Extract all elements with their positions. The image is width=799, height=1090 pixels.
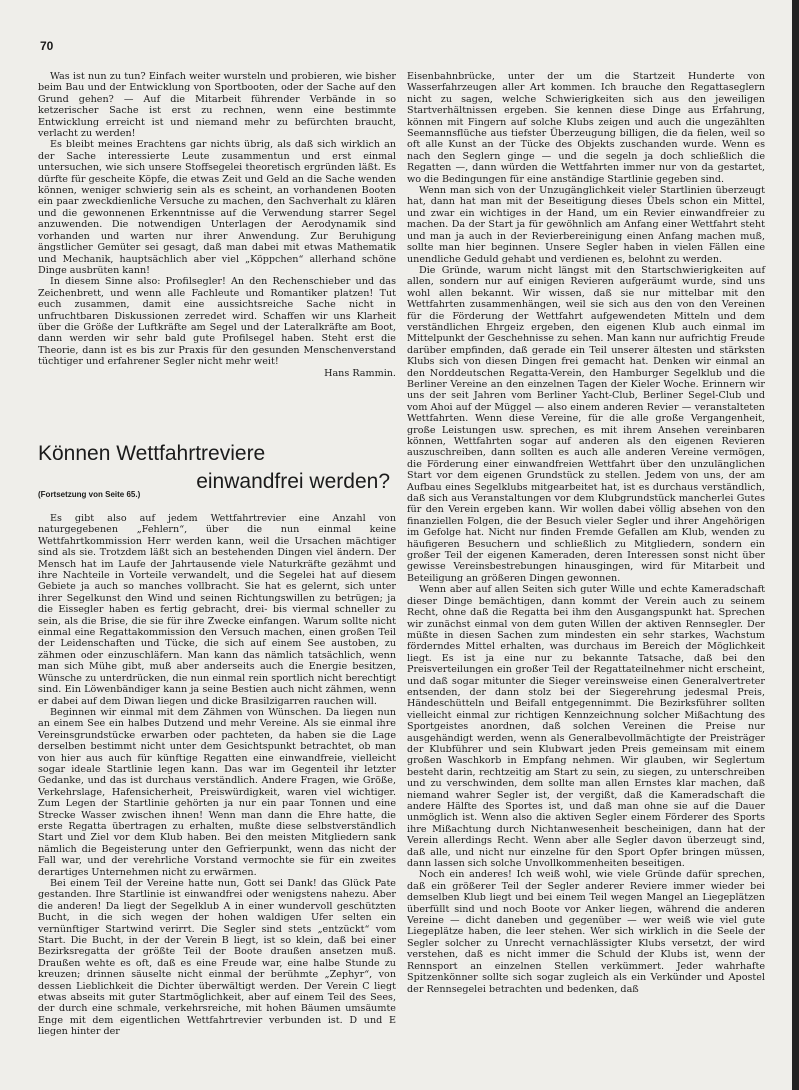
page-edge-shadow bbox=[792, 0, 799, 1090]
paragraph: Wenn aber auf allen Seiten sich guter Wille und echte Kameradschaft dieser Dinge bemächtigen, dann kommt der Verein auch zu seinem Recht, ohne daß die Regatta bei ihm den Ausgangspunkt hat. Sprechen wir zunächst einmal von dem guten Willen der aktiven Rennsegler. Der müßte in diesen Sachen zum mindesten ein sehr starkes, Wachstum förderndes Mittel erhalten, was durchaus im Bereich der Möglichkeit liegt. Es ist ja eine nur zu bekannte Tatsache, daß bei den Preisverteilungen ein großer Teil der Regattateilnehmer nicht erscheint, und daß sogar mitunter die Sieger vereinsweise einen Generalvertreter entsenden, der dann stolz bei der Siegerehrung jedesmal Preis, Händeschütteln und Beifall entgegennimmt. Die Bezirksführer sollten vielleicht einmal zur richtigen Kennzeichnung solcher Mißachtung des Sportgeistes anordnen, daß solchen Vereinen die Preise nur ausgehändigt werden, wenn als Generalbevollmächtigte der Preisträger der Klubführer und sein Klubwart jeden Preis gemeinsam mit einem großen Waschkorb in Empfang nehmen. Wir glauben, wir Seglertum besteht darin, rechtzeitig am Start zu sein, zu siegen, zu unterschreiben und zu verschwinden, dem sollte man allen Ernstes klar machen, daß niemand wahrer Segler ist, der vergißt, daß die Kameradschaft die andere Hälfte des Sportes ist, und daß man ohne sie auf die Dauer unmöglich ist. Wenn also die aktiven Segler einem Förderer des Sports ihre Mißachtung durch Nichtanwesenheit bescheinigen, dann hat der Verein allerdings Recht. Wenn aber alle Segler davon überzeugt sind, daß alle, und nicht nur einzelne für den Sport Opfer bringen müssen, dann lassen sich solche Unvollkommenheiten beseitigen. bbox=[407, 584, 765, 870]
paragraph: Noch ein anderes! Ich weiß wohl, wie viele Gründe dafür sprechen, daß ein größerer Teil der Segler anderer Reviere immer wieder bei demselben Klub liegt und bei einem Teil wegen Mangel an Liegeplätzen überfüllt sind und noch Boote vor Anker liegen, während die anderen Vereine — dicht daneben und gegenüber — wer weiß wie viel gute Liegeplätze haben, die leer stehen. Wer sich wirklich in die Seele der Segler solcher zu Unrecht vernachlässigter Klubs versetzt, der wird verstehen, daß es nicht immer die Schuld der Klubs ist, wenn der Rennsport an einzelnen Stellen verkümmert. Jeder wahrhafte Spitzenkönner sollte sich sogar zugleich als ein Verkünder und Apostel der Rennsegelei betrachten und bedenken, daß bbox=[407, 869, 765, 995]
paragraph: Es gibt also auf jedem Wettfahrtrevier eine Anzahl von naturgegebenen „Fehlern“, über die nun einmal keine Wettfahrtkommission Herr werden kann, weil die Ursachen mächtiger sind als sie. Trotzdem läßt sich an bestehenden Dingen viel ändern. Der Mensch hat im Laufe der Jahrtausende viele Naturkräfte gezähmt und ihre Nachteile in Vorteile verwandelt, und die Segelei hat auf diesem Gebiete ja auch so manches vollbracht. Sie hat es gelernt, sich unter ihrer Segelkunst den Wind und seinen Richtungswillen zu betrügen; ja die Eissegler haben es fertig gebracht, drei- bis viermal schneller zu sein, als die Brise, die sie für ihre Zwecke einfangen. Warum sollte nicht einmal eine Regattakommission den Versuch machen, einen großen Teil der Leidenschaften und Tücke, die sich auf einem See austoben, zu zähmen oder einzuschläfern. Man kann das nämlich tatsächlich, wenn man sich Mühe gibt, muß aber anderseits auch die Energie besitzen, Wünsche zu unterdrücken, die nun einmal rein sportlich nicht berechtigt sind. Ein Löwenbändiger kann ja seine Bestien auch nicht zähmen, wenn er dabei auf dem Diwan liegen und dicke Brasilzigarren rauchen will. bbox=[38, 513, 396, 707]
paragraph: Bei einem Teil der Vereine hatte nun, Gott sei Dank! das Glück Pate gestanden. Ihre Startlinie ist einwandfrei oder wenigstens nahezu. Aber die anderen! Da liegt der Segelklub A in einer wundervoll geschützten Bucht, in die sich wegen der hohen waldigen Ufer selten ein vernünftiger Startwind verirrt. Die Segler sind stets „entzückt“ vom Start. Die Bucht, in der der Verein B liegt, ist so klein, daß bei einer Bezirksregatta der größte Teil der Boote draußen ansetzen muß. Draußen wehte es oft, daß es eine Freude war, eine halbe Stunde zu kreuzen; drinnen säuselte nicht einmal der berühmte „Zephyr“, von dessen Lieblichkeit die Dichter überwältigt werden. Der Verein C liegt etwas abseits mit guter Startmöglichkeit, aber auf einem Teil des Sees, der durch eine schmale, verkehrsreiche, mit hohen Bäumen umsäumte Enge mit dem eigentlichen Wettfahrtrevier verbunden ist. D und E liegen hinter der bbox=[38, 878, 396, 1038]
paragraph: Eisenbahnbrücke, unter der um die Startzeit Hunderte von Wasserfahrzeugen aller Art kommen. Ich brauche den Regattaseglern nicht zu sagen, welche Schwierigkeiten sich aus den jeweiligen Startverhältnissen ergeben. Sie kennen diese Dinge aus Erfahrung, können mit Fingern auf solche Klubs zeigen und auch die ungezählten Seemannsflüche aus tiefster Überzeugung billigen, die da fielen, weil so oft alle Kunst an der Tücke des Objekts zuschanden wurde. Wenn es nach den Seglern ginge — und die segeln ja doch schließlich die Regatten —, dann würden die Wettfahrten immer nur von da gestartet, wo die Bedingungen für eine anständige Startlinie gegeben sind. bbox=[407, 71, 765, 185]
previous-article-column bbox=[38, 71, 396, 379]
paragraph: Was ist nun zu tun? Einfach weiter wursteln und probieren, wie bisher beim Bau und der Entwicklung von Sportbooten, oder der Sache auf den Grund gehen? — Auf die Mitarbeit führender Verbände in so ketzerischer Sache ist erst zu rechnen, wenn eine bestimmte Entwicklung erreicht ist und niemand mehr zu befürchten braucht, verlacht zu werden! bbox=[38, 71, 396, 140]
paragraph: Wenn man sich von der Unzugänglichkeit vieler Startlinien überzeugt hat, dann hat man mit der Beseitigung dieses Übels schon ein Mittel, und zwar ein wichtiges in der Hand, um ein Revier einwandfreier zu machen. Da der Start ja für gewöhnlich am Anfang einer Wettfahrt steht und man ja auch in der Revierbereinigung einen Anfang machen muß, sollte man hier beginnen. Unsere Segler haben in vielen Fällen eine unendliche Geduld gehabt und verdienen es, belohnt zu werden. bbox=[407, 185, 765, 265]
article-right-column bbox=[407, 71, 765, 995]
paragraph: Die Gründe, warum nicht längst mit den Startschwierigkeiten auf allen, sondern nur auf einigen Revieren aufgeräumt wurde, sind uns wohl allen bekannt. Wir wissen, daß sie nur mittelbar mit den Wettfahrten zusammenhängen, weil sie sich aus den von den Vereinen für die Förderung der Wettfahrt aufgewendeten Mitteln und dem verständlichen Ehrgeiz ergeben, den eigenen Klub auch einmal im Mittelpunkt der Geschehnisse zu sehen. Man kann nur aufrichtig Freude darüber empfinden, daß gerade ein Teil unserer ältesten und stärksten Klubs sich von diesen Dingen frei gemacht hat. Denken wir einmal an den Norddeutschen Regatta-Verein, den Hamburger Segelklub und die Berliner Vereine an den einzelnen Tagen der Kieler Woche. Erinnern wir uns der seit Jahren vom Berliner Yacht-Club, Berliner Segel-Club und vom Ahoi auf der Müggel — also einem anderen Revier — veranstalteten Wettfahrten. Wenn diese Vereine, für die alle große Vergangenheit, große Leistungen usw. sprechen, es mit ihrem Ansehen vereinbaren können, Wettfahrten sogar auf anderen als den eigenen Revieren auszuschreiben, dann sollten es auch alle anderen Vereine vermögen, die Förderung einer einwandfreien Wettfahrt über den unzulänglichen Start vor dem eigenen Grundstück zu stellen. Jedem von uns, der am Aufbau eines Segelklubs mitgearbeitet hat, ist es durchaus verständlich, daß sich aus Veranstaltungen vor dem Klubgrundstück mancherlei Gutes für den Verein ergeben kann. Wir wollen dabei völlig absehen von den finanziellen Folgen, die der Besuch vieler Segler und ihrer Angehörigen im Gefolge hat. Nicht nur finden Fremde Gefallen am Klub, wenden zu häufigeren Besuchern und schließlich zu Mitgliedern, sondern ein großer Teil der eigenen Kameraden, deren Interessen sonst nicht über gewisse Vereinsbestrebungen hinausgingen, wird für Mitarbeit und Beteiligung an größeren Dingen gewonnen. bbox=[407, 264, 765, 584]
article-title-line-1: Können Wettfahrtreviere bbox=[38, 442, 266, 465]
author-signature: Hans Rammin. bbox=[324, 367, 396, 379]
page-number: 70 bbox=[40, 39, 54, 53]
article-title-line-2: einwandfrei werden? bbox=[196, 470, 390, 493]
article-left-column bbox=[38, 513, 396, 1038]
paragraph: Es bleibt meines Erachtens gar nichts übrig, als daß sich wirklich an der Sache interessierte Leute zusammentun und erst einmal untersuchen, wie sich unsere Stoffsegelei theoretisch ergründen läßt. Es dürfte für gescheite Köpfe, die etwas Zeit und Geld an die Sache wenden können, weniger schwierig sein als es scheint, an vorhandenen Booten ein paar zweckdienliche Versuche zu machen, den Sachverhalt zu klären und die gewonnenen Erkenntnisse auf die Verwendung starrer Segel anzuwenden. Die notwendigen Unterlagen der Aerodynamik sind vorhanden und warten nur ihrer Anwendung. Zur Beruhigung ängstlicher Gemüter sei gesagt, daß man dabei mit etwas Mathematik und Mechanik, hauptsächlich aber viel „Köppchen“ allerhand schöne Dinge ausbrüten kann! bbox=[38, 139, 396, 276]
continuation-note: (Fortsetzung von Seite 65.) bbox=[38, 490, 141, 499]
paragraph: In diesem Sinne also: Profilsegler! An den Rechenschieber und das Zeichenbrett, und wenn alle Fachleute und Romantiker platzen! Tut euch zusammen, damit eine aussichtsreiche Sache nicht in unfruchtbaren Diskussionen zerredet wird. Schaffen wir uns Klarheit über die Größe der Luftkräfte am Segel und der Lateralkräfte am Boot, dann werden wir sehr bald gute Profilsegel haben. Steht erst die Theorie, dann ist es bis zur Praxis für den gesunden Menschenverstand tüchtiger und erfahrener Segler nicht mehr weit! bbox=[38, 276, 396, 368]
article-title bbox=[38, 440, 396, 496]
paragraph: Beginnen wir einmal mit dem Zähmen von Wünschen. Da liegen nun an einem See ein halbes Dutzend und mehr Vereine. Als sie einmal ihre Vereinsgrundstücke erwarben oder pachteten, da haben sie die Lage derselben bestimmt nicht unter dem Gesichtspunkt betrachtet, ob man von hier aus auch für künftige Regatten eine einwandfreie, vielleicht sogar ideale Startlinie legen kann. Das war im Gegenteil ihr letzter Gedanke, und das ist durchaus verständlich. Andere Fragen, wie Größe, Verkehrslage, Hafensicherheit, Preiswürdigkeit, waren viel wichtiger. Zum Legen der Startlinie gehörten ja nur ein paar Tonnen und eine Strecke Wasser zwischen ihnen! Wenn man dann die Ehre hatte, die erste Regatta übertragen zu erhalten, mußte diese selbstverständlich Start und Ziel vor dem Klub haben. Bei den meisten Mitgliedern sank nämlich die Begeisterung unter den Gefrierpunkt, wenn das nicht der Fall war, und der verehrliche Vorstand vermochte sie für ein zweites derartiges Unternehmen nicht zu erwärmen. bbox=[38, 706, 396, 878]
